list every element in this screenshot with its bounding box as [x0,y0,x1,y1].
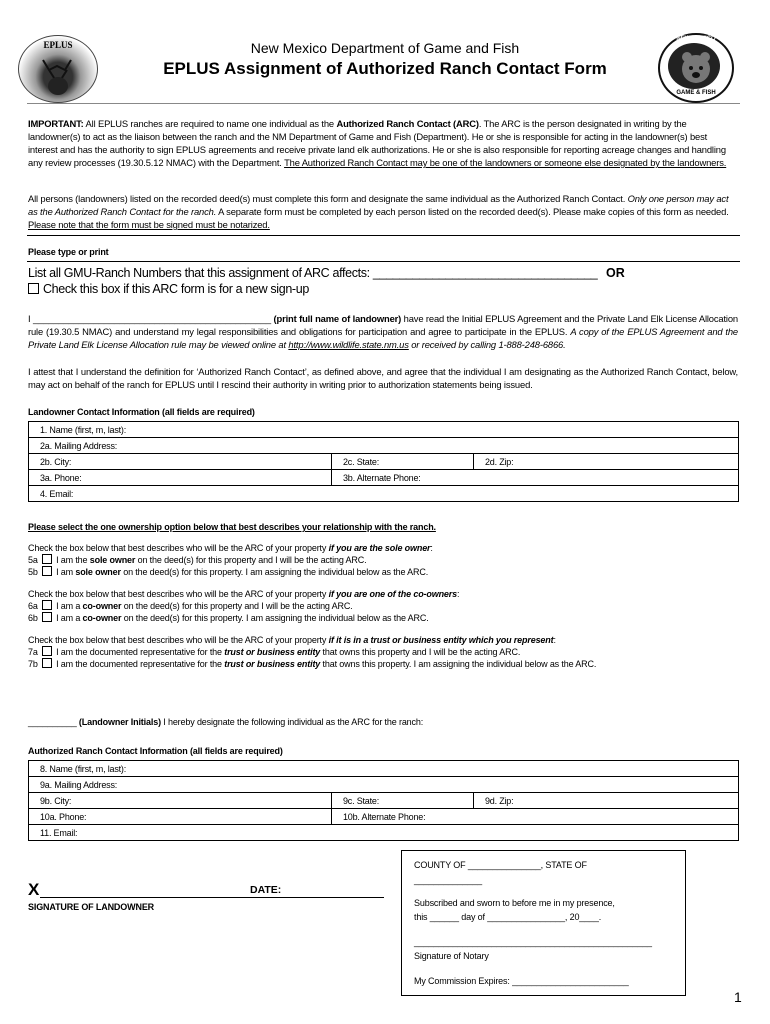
arc-mailing-field[interactable]: 9a. Mailing Address: [29,777,739,793]
landowner-city-field[interactable]: 2b. City: [29,454,332,470]
sole-owner-intro: Check the box below that best describes who will be the ARC of your property if you are the sole owner: [28,543,433,553]
notary-signature-line[interactable]: _________________________________________________ [414,937,652,947]
date-label: DATE: [250,884,282,896]
option-6b[interactable]: 6b I am a co-owner on the deed(s) for this property. I am assigning the individual below as the ARC. [28,613,429,623]
co-owner-intro: Check the box below that best describes who will be the ARC of your property if you are one of the co-owners: [28,589,460,599]
new-signup-option[interactable]: Check this box if this ARC form is for a new sign-up [28,282,309,296]
important-paragraph: IMPORTANT: All EPLUS ranches are required to name one individual as the Authorized Ranch Contact (ARC). The ARC is the person designated in writing by the landowner(s) to act as the liaison between the ranch and the NM Department of Game and Fish (Department). He or she is responsible for acting in the landowner(s) best interest and has the authority to sign EPLUS agreements and receive private land elk authorizations. He or she is also responsible for reporting acreage changes and handling any review processes (19.30.5.12 NMAC) with the Department. The Authorized Ranch Contact may be one of the landowners or someone else designated by the landowners. [28,118,727,168]
arc-zip-field[interactable]: 9d. Zip: [474,793,739,809]
arc-alt-phone-field[interactable]: 10b. Alternate Phone: [332,809,739,825]
notary-subscribed: Subscribed and sworn to before me in my presence, [414,898,615,908]
wildlife-link[interactable]: http://www.wildlife.state.nm.us [288,339,409,350]
landowner-state-field[interactable]: 2c. State: [332,454,474,470]
notary-date[interactable]: this ______ day of ________________, 20____. [414,912,602,922]
arc-name-field[interactable]: 8. Name (first, m, last): [29,761,739,777]
ownership-heading: Please select the one ownership option below that best describes your relationship with the ranch. [28,522,436,532]
gmu-line[interactable]: List all GMU-Ranch Numbers that this assignment of ARC affects: __________________________________ [28,266,598,280]
signature-x: X [28,880,40,899]
seal-top-text: NEW MEXICO [676,36,716,42]
landowner-phone-field[interactable]: 3a. Phone: [29,470,332,486]
option-7a[interactable]: 7a I am the documented representative for the trust or business entity that owns this property and I will be the acting ARC. [28,647,521,657]
landowner-email-field[interactable]: 4. Email: [29,486,739,502]
agency-name: New Mexico Department of Game and Fish [250,40,520,56]
option-5a[interactable]: 5a I am the sole owner on the deed(s) for this property and I will be the acting ARC. [28,555,367,565]
notary-county[interactable]: COUNTY OF _______________, STATE OF [414,860,587,870]
landowner-name-field[interactable]: 1. Name (first, m, last): [29,422,739,438]
arc-email-field[interactable]: 11. Email: [29,825,739,841]
nmgf-seal [658,33,734,103]
ownership-section [28,542,740,670]
landowner-alt-phone-field[interactable]: 3b. Alternate Phone: [332,470,739,486]
eplus-logo-text: EPLUS [43,40,73,50]
option-7b-checkbox[interactable] [42,658,52,668]
option-7b[interactable]: 7b I am the documented representative for the trust or business entity that owns this property. I am assigning the individual below as the ARC. [28,659,597,669]
landowner-zip-field[interactable]: 2d. Zip: [474,454,739,470]
option-6a-checkbox[interactable] [42,600,52,610]
option-6b-checkbox[interactable] [42,612,52,622]
header-divider [27,103,740,104]
new-signup-checkbox[interactable] [28,283,39,294]
landowner-mailing-field[interactable]: 2a. Mailing Address: [29,438,739,454]
signature-line[interactable] [40,897,384,898]
option-5b-checkbox[interactable] [42,566,52,576]
or-label: OR [606,266,625,280]
notary-commission[interactable]: My Commission Expires: ________________________ [414,976,629,986]
signature-label: SIGNATURE OF LANDOWNER [28,902,155,912]
type-print-label: Please type or print [28,247,109,257]
page-title: EPLUS Assignment of Authorized Ranch Contact Form [163,59,607,78]
eplus-logo [18,35,98,103]
landowner-statement: I _______________________________________________ (print full name of landowner) have read the Initial EPLUS Agreement and the Private Land Elk License Allocation rule (19.30.5 NMAC) and understand my legal responsibilities and obligations for participation and agree to participate in the EPLUS. A copy of the EPLUS Agreement and the Private Land Elk License Allocation rule may be viewed online at http://www.wildlife.state.nm.us or received by calling 1-888-248-6866. [28,313,738,350]
arc-city-field[interactable]: 9b. City: [29,793,332,809]
landowner-contact-table [28,421,739,502]
arc-contact-table [28,760,739,841]
option-5b[interactable]: 5b I am sole owner on the deed(s) for this property. I am assigning the individual below as the ARC. [28,567,429,577]
option-7a-checkbox[interactable] [42,646,52,656]
notary-signature-label: Signature of Notary [414,951,489,961]
initials-line[interactable]: __________ (Landowner Initials) I hereby designate the following individual as the ARC for the ranch: [28,717,424,727]
trust-intro: Check the box below that best describes who will be the ARC of your property if it is in a trust or business entity which you represent: [28,635,556,645]
seal-bottom-text: GAME & FISH [676,90,716,96]
arc-heading: Authorized Ranch Contact Information (all fields are required) [28,746,283,756]
page-number: 1 [734,989,742,1005]
arc-state-field[interactable]: 9c. State: [332,793,474,809]
deed-paragraph: All persons (landowners) listed on the recorded deed(s) must complete this form and designate the same individual as the Authorized Ranch Contact. Only one person may act as the Authorized Ranch Contact for the ranch. A separate form must be completed by each person listed on the recorded deed(s). Please make copies of this form as needed. Please note that the form must be signed must be notarized. [28,193,729,230]
attest-statement: I attest that I understand the definition for ‘Authorized Ranch Contact’, as defined above, and agree that the individual I am designating as the Authorized Ranch Contact, below, may act on behalf of the ranch for EPLUS until I rescind their authority in writing prior to authorization statements being issued. [28,366,738,390]
important-lead: IMPORTANT: [28,118,84,129]
notary-county-cont[interactable]: ______________ [414,875,482,885]
landowner-heading: Landowner Contact Information (all fields are required) [28,407,255,417]
option-6a[interactable]: 6a I am a co-owner on the deed(s) for this property and I will be the acting ARC. [28,601,353,611]
option-5a-checkbox[interactable] [42,554,52,564]
divider [27,261,740,262]
divider [27,235,740,236]
notary-box [401,850,686,996]
arc-phone-field[interactable]: 10a. Phone: [29,809,332,825]
